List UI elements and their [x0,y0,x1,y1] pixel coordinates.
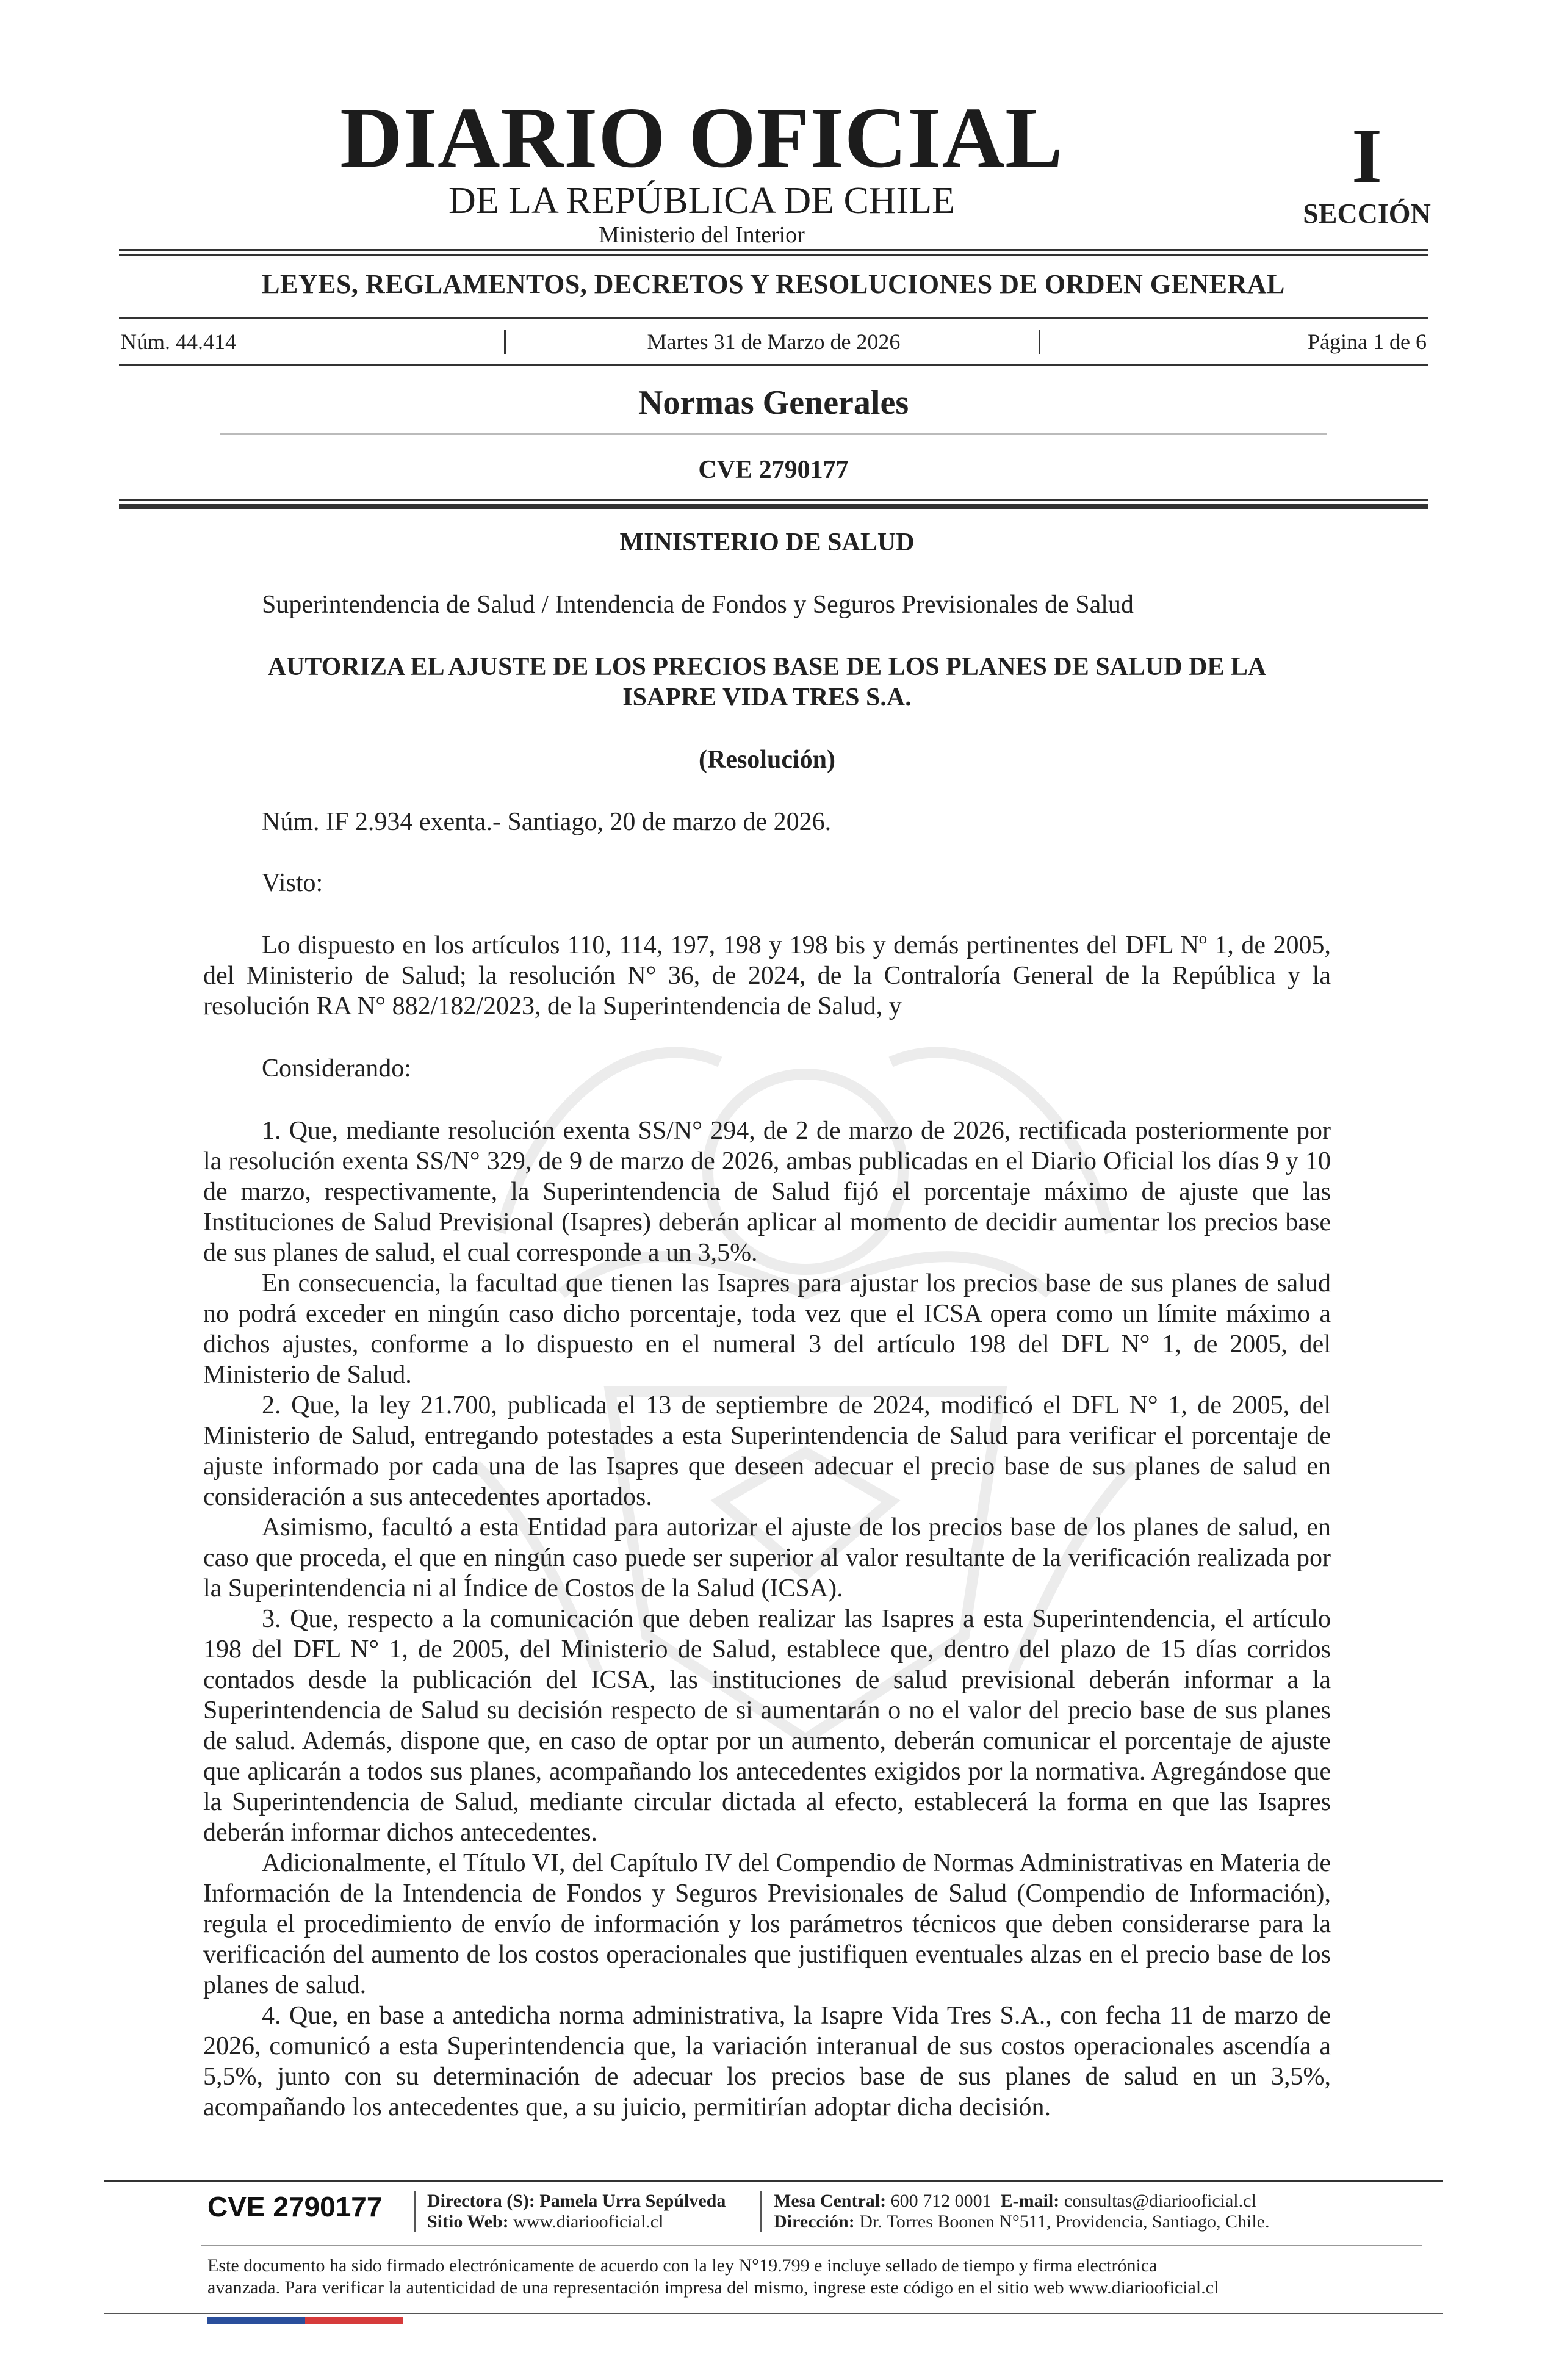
footer-inner-rule [201,2245,1422,2246]
header-rule [119,254,1428,256]
category-heading: LEYES, REGLAMENTOS, DECRETOS Y RESOLUCIONES DE ORDEN GENERAL [262,269,1285,299]
paragraph: Asimismo, facultó a esta Entidad para autorizar el ajuste de los precios base de los planes de salud, en caso que proceda, el que en ningún caso puede ser superior al valor resultante de la verificación realizada por la Superintendencia ni al Índice de Costos de la Salud (ICSA). [203,1513,1331,1603]
section-title: Normas Generales [638,384,909,422]
newspaper-subtitle: DE LA REPÚBLICA DE CHILE [448,180,956,222]
paragraph: En consecuencia, la facultad que tienen las Isapres para ajustar los precios base de sus planes de salud no podrá exceder en ningún caso dicho porcentaje, toda vez que el ICSA opera como un límite máximo a dichos ajustes, conforme a lo dispuesto en el numeral 3 del artículo 198 del DFL N° 1, de 2005, del Ministerio de Salud. [203,1269,1331,1389]
cve-rule [119,499,1428,501]
newspaper-title: DIARIO OFICIAL [340,89,1064,186]
ministry-heading: MINISTERIO DE SALUD [619,528,915,557]
considerando-block [203,1053,1331,1084]
page-indicator: Página 1 de 6 [1308,330,1427,354]
title-divider [220,433,1327,435]
cve-code: CVE 2790177 [698,456,849,484]
section-mark [1288,112,1446,229]
paragraph: Adicionalmente, el Título VI, del Capítulo IV del Compendio de Normas Administrativas en Materia de Información de la Intendencia de Fondos y Seguros Previsionales de Salud (Compendio de Información), regula el procedimiento de envío de información y los parámetros técnicos que deben considerarse para la verificación del aumento de los costos operacionales que justifiquen eventuales alzas en el precio base de los planes de salud. [203,1849,1331,1999]
agency-line [203,590,1331,620]
site-link[interactable]: www.diariooficial.cl [513,2212,664,2232]
resolution-number-block [203,807,1331,837]
category-rule [119,317,1428,319]
ministry-line: Ministerio del Interior [599,222,805,248]
masthead [122,89,1281,249]
resolution-title-line: ISAPRE VIDA TRES S.A. [622,683,912,712]
footer-rule [104,2180,1443,2182]
footer-bottom-rule [104,2313,1443,2314]
desk-label: Mesa Central: [774,2191,887,2211]
issue-number: Núm. 44.414 [121,330,236,354]
address-label: Dirección: [774,2212,855,2232]
issue-rule [119,364,1428,366]
visto-paragraph: Lo dispuesto en los artículos 110, 114, 197, 198 y 198 bis y demás pertinentes del DFL Nº 1, de 2005, del Ministerio de Salud; la resolución N° 36, de 2024, de la Contraloría General de la República y la resolución RA N° 882/182/2023, de la Superintendencia de Salud, y [203,931,1331,1020]
director-label: Directora (S): [427,2191,535,2211]
issue-divider [1039,330,1040,354]
email-label: E-mail: [1000,2191,1060,2211]
header-rule [119,249,1428,251]
considerando-label: Considerando: [262,1055,411,1083]
footer-contact-column [774,2191,1270,2232]
section-label: SECCIÓN [1303,198,1431,229]
paragraph: 1. Que, mediante resolución exenta SS/N° 294, de 2 de marzo de 2026, rectificada posteriormente por la resolución exenta SS/N° 329, de 9 de marzo de 2026, ambas publicadas en el Diario Oficial los días 9 y 10 de marzo, respectivamente, la Superintendencia de Salud fijó el porcentaje máximo de ajuste que las Instituciones de Salud Previsional (Isapres) deberán aplicar al momento de decidir aumentar los precios base de sus planes de salud, el cual corresponde a un 3,5%. [203,1117,1331,1267]
resolution-type: (Resolución) [699,746,835,774]
address-value: Dr. Torres Boonen N°511, Providencia, Santiago, Chile. [859,2212,1270,2232]
director-name: Pamela Urra Sepúlveda [539,2191,726,2211]
signature-notice-line: Este documento ha sido firmado electrónicamente de acuerdo con la ley N°19.799 e incluye sellado de tiempo y firma electrónica [207,2256,1158,2276]
paragraph: 4. Que, en base a antedicha norma administrativa, la Isapre Vida Tres S.A., con fecha 11 de marzo de 2026, comunicó a esta Superintendencia que, la variación interanual de sus costos operacionales ascendía a 5,5%, junto con su determinación de adecuar los precios base de sus planes de salud en un 3,5%, acompañando los antecedentes que, a su juicio, permitirían adoptar dicha decisión. [203,2002,1331,2121]
considerando-paragraphs [203,1116,1331,2122]
issue-info-row [121,330,1427,354]
site-label: Sitio Web: [427,2212,509,2232]
resolution-title [203,652,1331,713]
issue-date: Martes 31 de Marzo de 2026 [647,330,901,354]
resolution-title-line: AUTORIZA EL AJUSTE DE LOS PRECIOS BASE DE LOS PLANES DE SALUD DE LA [267,653,1267,681]
visto-paragraph-block [203,930,1331,1022]
agency-text: Superintendencia de Salud / Intendencia de Fondos y Seguros Previsionales de Salud [262,591,1134,619]
footer-divider [760,2191,762,2232]
signature-notice [207,2255,1422,2299]
footer-divider [414,2191,416,2232]
resolution-number: Núm. IF 2.934 exenta.- Santiago, 20 de marzo de 2026. [262,808,832,836]
visto-label: Visto: [262,869,323,897]
cve-rule-thick [119,504,1428,509]
section-number: I [1352,112,1382,199]
desk-phone: 600 712 0001 [890,2191,992,2211]
visto-block [203,868,1331,898]
paragraph: 3. Que, respecto a la comunicación que deben realizar las Isapres a esta Superintendencia, el artículo 198 del DFL N° 1, de 2005, del Ministerio de Salud, establece que, dentro del plazo de 15 días corridos contados desde la publicación del ICSA, las instituciones de salud previsional deberán informar a la Superintendencia de Salud su decisión respecto de si aumentarán o no el valor del precio base de sus planes de salud. Además, dispone que, en caso de optar por un aumento, deberán comunicar el porcentaje de ajuste que aplicarán a todos sus planes, acompañando los antecedentes exigidos por la normativa. Agregándose que la Superintendencia de Salud, mediante circular dictada al efecto, establecerá la forma en que las Isapres deberán informar dichos antecedentes. [203,1605,1331,1847]
footer-cve-code: CVE 2790177 [207,2191,383,2223]
flag-stripe-blue [207,2317,305,2324]
signature-notice-line: avanzada. Para verificar la autenticidad de una representación impresa del mismo, ingrese este código en el sitio web www.diariooficial.cl [207,2277,1219,2298]
paragraph: 2. Que, la ley 21.700, publicada el 13 de septiembre de 2024, modificó el DFL N° 1, de 2005, del Ministerio de Salud, entregando potestades a esta Superintendencia de Salud para verificar el porcentaje de ajuste informado por cada una de las Isapres que deseen adecuar el precio base de sus planes de salud en consideración a sus antecedentes aportados. [203,1391,1331,1511]
email-link[interactable]: consultas@diariooficial.cl [1064,2191,1256,2211]
flag-stripe-red [305,2317,403,2324]
footer-director-column [427,2191,726,2232]
